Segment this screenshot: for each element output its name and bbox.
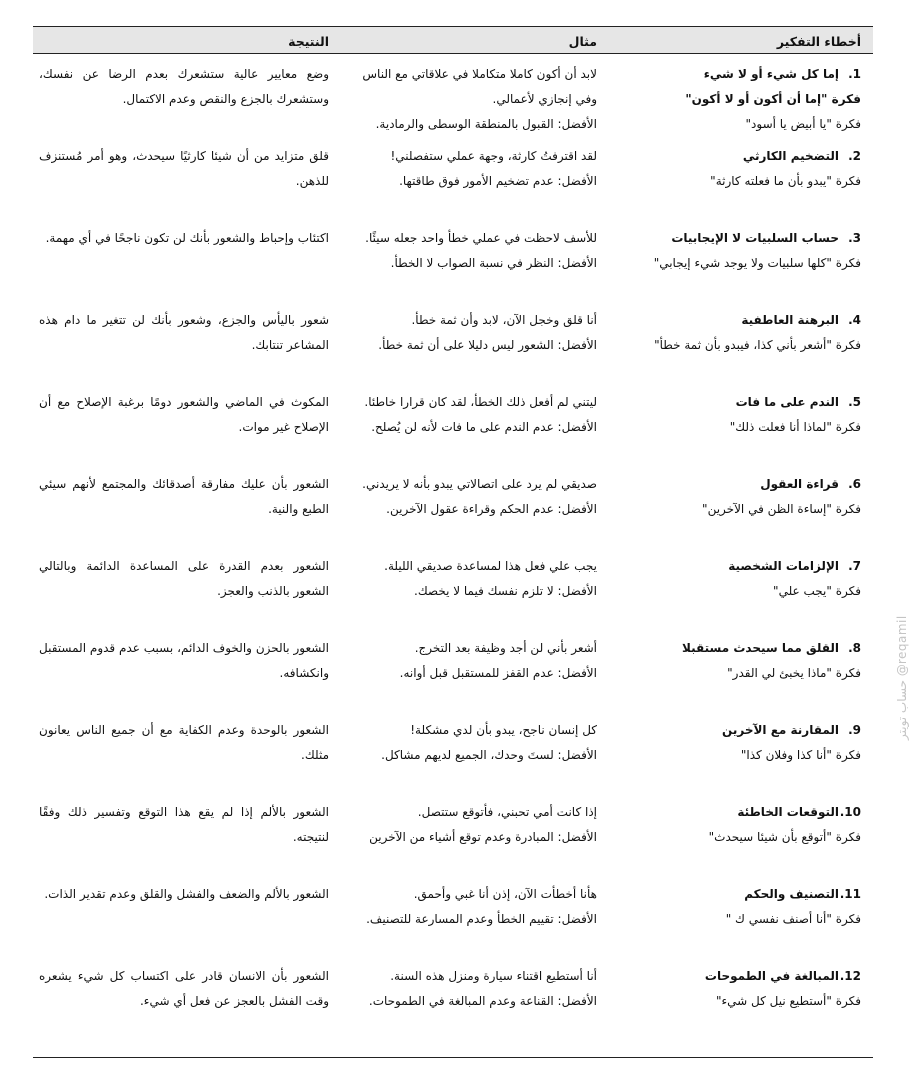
table-row: [33, 956, 873, 1038]
error-cell: [603, 472, 873, 546]
example-better: الأفضل: النظر في نسبة الصواب لا الخطأ.: [390, 256, 597, 270]
error-title-line: [603, 62, 861, 87]
result-cell: [33, 308, 335, 382]
result-cell: [33, 800, 335, 874]
error-number: 3.: [848, 231, 861, 245]
table-row: [33, 710, 873, 792]
result-text: قلق متزايد من أن شيئا كارثيًا سيحدث، وهو أمر مُستنزف للذهن.: [39, 149, 329, 188]
result-cell: [33, 472, 335, 546]
error-number: 5.: [848, 395, 861, 409]
error-cell: [603, 144, 873, 218]
error-idea: فكرة "إساءة الظن في الآخرين": [702, 502, 861, 516]
table-row: [33, 136, 873, 218]
error-cell: [603, 390, 873, 464]
error-title-line: [603, 964, 861, 989]
error-cell: [603, 308, 873, 382]
error-cell: [603, 554, 873, 628]
error-title: حساب السلبيات لا الإيجابيات: [671, 231, 839, 245]
result-text: الشعور بعدم القدرة على المساعدة الدائمة وبالتالي الشعور بالذنب والعجز.: [39, 559, 329, 598]
table-row: [33, 628, 873, 710]
error-number: 6.: [848, 477, 861, 491]
example-cell: [335, 308, 603, 382]
error-idea: فكرة "أنا كذا وفلان كذا": [740, 748, 861, 762]
example-cell: [335, 882, 603, 956]
error-number: 7.: [848, 559, 861, 573]
error-number: 2.: [848, 149, 861, 163]
error-title: التضخيم الكارثي: [742, 149, 839, 163]
example-text: للأسف لاحظت في عملي خطأ واحد جعله سيئًا.: [365, 231, 597, 245]
error-idea: فكرة "أنا أصنف نفسي ك ": [725, 912, 861, 926]
result-text: الشعور بالألم والضعف والفشل والقلق وعدم تقدير الذات.: [44, 887, 329, 901]
result-text: الشعور بأن عليك مفارقة أصدقائك والمجتمع لأنهم سيئي الطبع والنية.: [39, 477, 329, 516]
result-text: المكوث في الماضي والشعور دومًا برغبة الإصلاح مع أن الإصلاح غير موات.: [39, 395, 329, 434]
error-number: 12.: [839, 969, 861, 983]
error-cell: [603, 226, 873, 300]
example-text: هأنا أخطأت الآن، إذن أنا غبي وأحمق.: [413, 887, 597, 901]
table-row: [33, 874, 873, 956]
error-title-line: [603, 390, 861, 415]
table-row: [33, 54, 873, 136]
result-cell: [33, 882, 335, 956]
error-title: البرهنة العاطفية: [741, 313, 839, 327]
error-number: 11.: [839, 887, 861, 901]
header-error-label: أخطاء التفكير: [776, 33, 861, 49]
result-text: الشعور بالألم إذا لم يقع هذا التوقع وتفسير ذلك وفقًا لنتيجته.: [39, 805, 329, 844]
error-title-line: [603, 800, 861, 825]
result-cell: [33, 718, 335, 792]
example-better: الأفضل: المبادرة وعدم توقع أشياء من الآخرين: [369, 830, 597, 844]
error-title: المقارنة مع الآخرين: [722, 723, 839, 737]
example-cell: [335, 226, 603, 300]
error-number: 1.: [848, 67, 861, 81]
example-cell: [335, 472, 603, 546]
error-idea: فكرة "يبدو بأن ما فعلته كارثة": [710, 174, 861, 188]
watermark: [881, 470, 909, 740]
example-cell: [335, 390, 603, 464]
example-text: إذا كانت أمي تحبني، فأتوقع ستتصل.: [417, 805, 597, 819]
error-idea: فكرة "يا أبيض يا أسود": [745, 117, 861, 131]
example-better: الأفضل: تقييم الخطأ وعدم المسارعة للتصنيف.: [366, 912, 597, 926]
error-idea: فكرة "أشعر بأني كذا، فيبدو بأن ثمة خطأ": [654, 338, 861, 352]
error-title-line: [603, 144, 861, 169]
error-idea: فكرة "أستطيع نيل كل شيء": [716, 994, 861, 1008]
table-row: [33, 218, 873, 300]
table-row: [33, 382, 873, 464]
error-number: 8.: [848, 641, 861, 655]
example-text: أنا أستطيع اقتناء سيارة ومنزل هذه السنة.: [390, 969, 597, 983]
result-text: الشعور بأن الانسان قادر على اكتساب كل شيء يشعره وقت الفشل بالعجز عن فعل أي شيء.: [39, 969, 329, 1008]
result-cell: [33, 144, 335, 218]
table-row: [33, 546, 873, 628]
header-error: [603, 31, 873, 50]
thinking-errors-table: [33, 26, 873, 1038]
error-idea: فكرة "يجب علي": [773, 584, 861, 598]
error-cell: [603, 964, 873, 1038]
example-text: لابد أن أكون كاملا متكاملا في علاقاتي مع الناس: [362, 67, 597, 81]
header-example: [335, 31, 603, 50]
error-cell: [603, 62, 873, 136]
example-cell: [335, 800, 603, 874]
result-text: الشعور بالوحدة وعدم الكفاية مع أن جميع الناس يعانون مثلك.: [39, 723, 329, 762]
example-better: الأفضل: القبول بالمنطقة الوسطى والرمادية.: [375, 117, 597, 131]
table-header: [33, 26, 873, 54]
error-title-line: [603, 882, 861, 907]
error-cell: [603, 718, 873, 792]
error-title-line: [603, 718, 861, 743]
table-bottom-rule: [33, 1057, 873, 1058]
error-number: 10.: [839, 805, 861, 819]
error-idea-bold: فكرة "إما أن أكون أو لا أكون": [685, 92, 861, 106]
table-row: [33, 792, 873, 874]
error-idea: فكرة "كلها سلبيات ولا يوجد شيء إيجابي": [653, 256, 861, 270]
table-row: [33, 464, 873, 546]
example-text: كل إنسان ناجح، يبدو بأن لدي مشكلة!: [410, 723, 597, 737]
table-row: [33, 300, 873, 382]
example-better: الأفضل: الشعور ليس دليلا على أن ثمة خطأ.: [378, 338, 597, 352]
example-cell: [335, 964, 603, 1038]
example-text: أنا قلق وخجل الآن، لابد وأن ثمة خطأ.: [411, 313, 597, 327]
example-better: الأفضل: عدم الحكم وقراءة عقول الآخرين.: [386, 502, 597, 516]
example-better: الأفضل: لا تلزم نفسك فيما لا يخصك.: [414, 584, 597, 598]
example-cell: [335, 62, 603, 136]
error-title: إما كل شيء أو لا شيء: [703, 67, 839, 81]
error-title-line: [603, 554, 861, 579]
example-cell: [335, 554, 603, 628]
header-result: [33, 31, 335, 50]
error-title-line: [603, 636, 861, 661]
error-cell: [603, 636, 873, 710]
error-title-line: [603, 226, 861, 251]
error-cell: [603, 882, 873, 956]
result-text: اكتئاب وإحباط والشعور بأنك لن تكون ناجحًا في أي مهمة.: [45, 231, 329, 245]
example-text: وفي إنجازي لأعمالي.: [492, 92, 597, 106]
result-cell: [33, 226, 335, 300]
example-better: الأفضل: عدم تضخيم الأمور فوق طاقتها.: [399, 174, 597, 188]
example-text: صديقي لم يرد على اتصالاتي يبدو بأنه لا يريدني.: [362, 477, 597, 491]
error-cell: [603, 800, 873, 874]
error-number: 4.: [848, 313, 861, 327]
error-number: 9.: [848, 723, 861, 737]
header-result-label: النتيجة: [288, 33, 329, 49]
error-title: القلق مما سيحدث مستقبلا: [681, 641, 839, 655]
result-cell: [33, 390, 335, 464]
error-idea: فكرة "لماذا أنا فعلت ذلك": [729, 420, 861, 434]
example-cell: [335, 144, 603, 218]
example-better: الأفضل: عدم القفز للمستقبل قبل أوانه.: [399, 666, 597, 680]
watermark-text: حساب تويتر @reqamil: [895, 615, 909, 740]
example-text: أشعر بأني لن أجد وظيفة بعد التخرج.: [414, 641, 597, 655]
error-title: الندم على ما فات: [735, 395, 839, 409]
error-idea: فكرة "ماذا يخبئ لي القدر": [727, 666, 861, 680]
error-title: الإلزامات الشخصية: [728, 559, 839, 573]
header-example-label: مثال: [568, 33, 597, 49]
error-title: قراءة العقول: [760, 477, 839, 491]
example-better: الأفضل: عدم الندم على ما فات لأنه لن يُصلح.: [371, 420, 597, 434]
error-title: التوقعات الخاطئة: [737, 805, 839, 819]
result-cell: [33, 636, 335, 710]
example-text: ليتني لم أفعل ذلك الخطأ، لقد كان قرارا خاطئا.: [364, 395, 597, 409]
error-title: المبالغة في الطموحات: [704, 969, 839, 983]
error-title: التصنيف والحكم: [744, 887, 839, 901]
example-text: لقد اقترفتُ كارثة، وجهة عملي ستفصلني!: [390, 149, 597, 163]
result-text: الشعور بالحزن والخوف الدائم، بسبب عدم قدوم المستقبل وانكشافه.: [39, 641, 329, 680]
example-cell: [335, 718, 603, 792]
example-better: الأفضل: لستَ وحدك، الجميع لديهم مشاكل.: [381, 748, 597, 762]
example-cell: [335, 636, 603, 710]
result-text: شعور باليأس والجزع، وشعور بأنك لن تتغير ما دام هذه المشاعر تنتابك.: [39, 313, 329, 352]
result-cell: [33, 964, 335, 1038]
error-title-line: [603, 308, 861, 333]
error-idea: فكرة "أتوقع بأن شيئا سيحدث": [708, 830, 861, 844]
result-text: وضع معايير عالية ستشعرك بعدم الرضا عن نفسك، وستشعرك بالجزع والنقص وعدم الاكتمال.: [39, 67, 329, 106]
result-cell: [33, 62, 335, 136]
example-text: يجب علي فعل هذا لمساعدة صديقي الليلة.: [384, 559, 597, 573]
result-cell: [33, 554, 335, 628]
example-better: الأفضل: القناعة وعدم المبالغة في الطموحات.: [368, 994, 597, 1008]
error-title-line: [603, 472, 861, 497]
